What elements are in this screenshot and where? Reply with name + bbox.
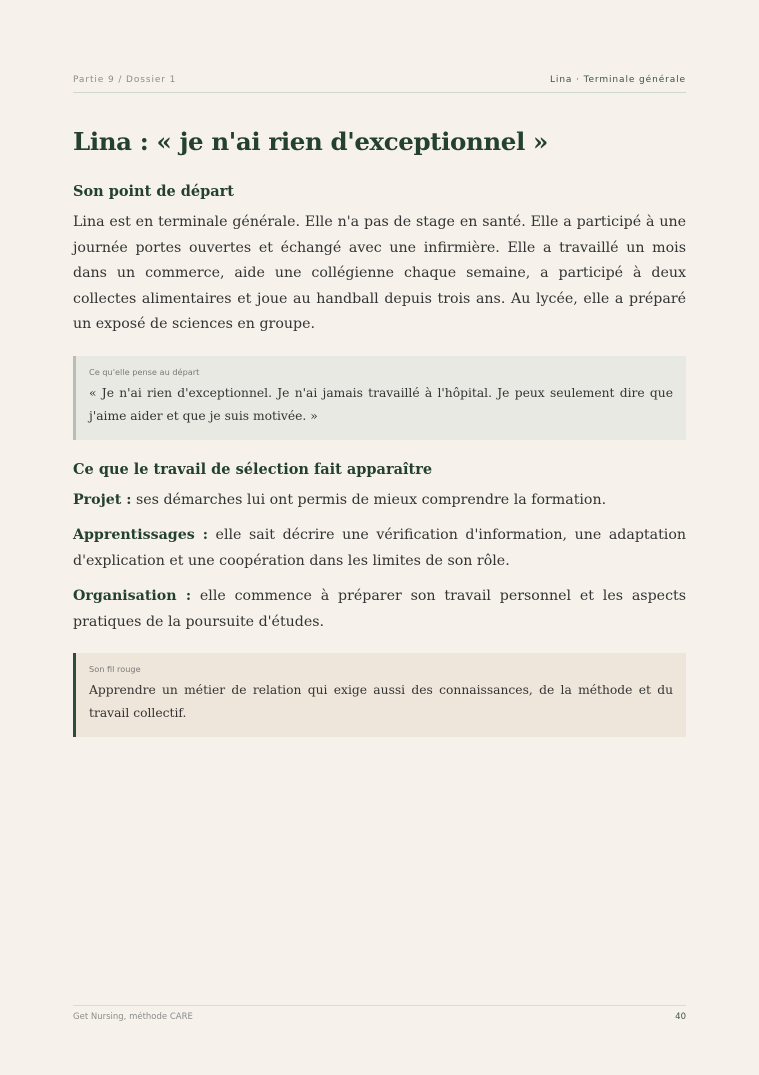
page — [73, 0, 686, 1075]
callout-text: Apprendre un métier de relation qui exige aussi des connaissances, de la méthode et du travail collectif. — [89, 683, 673, 720]
list-item-projet — [73, 488, 686, 514]
callout-quote: « Je n'ai rien d'exceptionnel. Je n'ai jamais travaillé à l'hôpital. Je peux seulement dire que j'aime aider et que je suis motivée. » — [89, 385, 673, 423]
list-item-organisation — [73, 584, 686, 635]
item-term: Organisation : — [73, 588, 192, 604]
page-footer — [73, 1005, 686, 1022]
item-text: elle commence à préparer son travail personnel et les aspects pratiques de la poursuite d'études. — [73, 588, 686, 630]
starting-point-paragraph: Lina est en terminale générale. Elle n'a pas de stage en santé. Elle a participé à une journée portes ouvertes et échangé avec une infirmière. Elle a travaillé un mois dans un commerce, aide une collégienne chaque semaine, a participé à deux collectes alimentaires et joue au handball depuis trois ans. Au lycée, elle a préparé un exposé de sciences en groupe. — [73, 214, 686, 332]
guiding-thread-callout — [73, 653, 686, 737]
header-chapter-label: Lina · Terminale générale — [550, 75, 686, 85]
running-header — [73, 75, 686, 93]
callout-label: Son fil rouge — [89, 664, 141, 674]
footer-book-title: Get Nursing, méthode CARE — [73, 1012, 193, 1022]
page-number: 40 — [675, 1012, 686, 1022]
main-content — [73, 183, 686, 737]
callout-label: Ce qu'elle pense au départ — [89, 366, 200, 377]
initial-thought-callout — [73, 356, 686, 440]
section-heading-starting-point: Son point de départ — [73, 183, 234, 200]
item-text: elle sait décrire une vérification d'information, une adaptation d'explication et une coopération dans les limites de son rôle. — [73, 527, 686, 569]
list-item-apprentissages — [73, 523, 686, 574]
item-term: Projet : — [73, 491, 132, 508]
page-title: Lina : « je n'ai rien d'exceptionnel » — [73, 127, 548, 156]
selection-work-section — [73, 461, 686, 636]
item-term: Apprentissages : — [73, 527, 208, 543]
header-section-label: Partie 9 / Dossier 1 — [73, 75, 177, 85]
section-heading-selection: Ce que le travail de sélection fait apparaître — [73, 460, 433, 478]
item-text: ses démarches lui ont permis de mieux comprendre la formation. — [131, 491, 607, 508]
